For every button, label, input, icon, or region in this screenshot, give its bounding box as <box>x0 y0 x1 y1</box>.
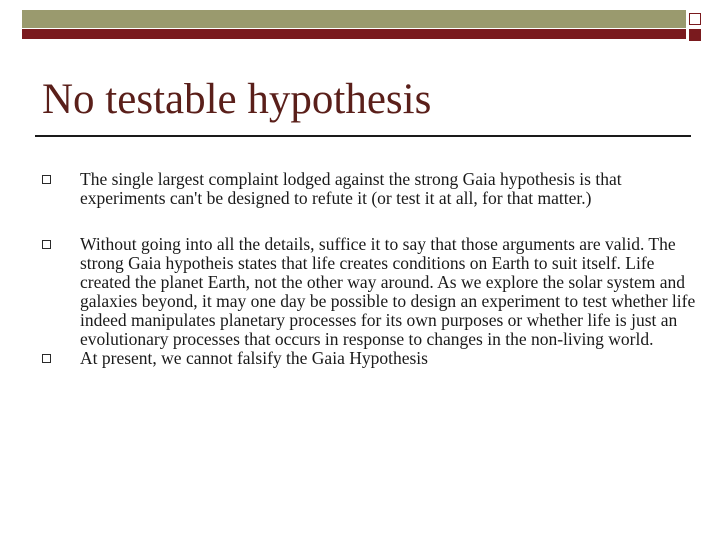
bullet-item <box>36 349 696 368</box>
corner-square-icon <box>689 13 701 25</box>
bullet-text: The single largest complaint lodged against the strong Gaia hypothesis is that experiments can't be designed to refute it (or test it at all, for that matter.) <box>80 169 622 208</box>
bullet-text: At present, we cannot falsify the Gaia Hypothesis <box>80 348 428 368</box>
bullet-item <box>36 235 696 349</box>
corner-filled-square-icon <box>689 29 701 41</box>
bullet-item <box>36 170 696 208</box>
hollow-square-bullet-icon <box>42 240 51 249</box>
bullet-text: Without going into all the details, suffice it to say that those arguments are valid. The strong Gaia hypotheis states that life creates conditions on Earth to suit itself. Life created the planet Earth, not the other way around. As we explore the solar system and galaxies beyond, it may one day be possible to design an experiment to test whether life indeed manipulates planetary processes for its own purposes or whether life is just an evolutionary processes that occurs in response to changes in the non-living world. <box>80 234 696 349</box>
title-divider <box>35 135 691 137</box>
header-band-maroon <box>22 29 686 39</box>
bullet-list <box>36 170 696 368</box>
hollow-square-bullet-icon <box>42 175 51 184</box>
hollow-square-bullet-icon <box>42 354 51 363</box>
header-band-olive <box>22 10 686 28</box>
slide-title: No testable hypothesis <box>42 76 432 123</box>
